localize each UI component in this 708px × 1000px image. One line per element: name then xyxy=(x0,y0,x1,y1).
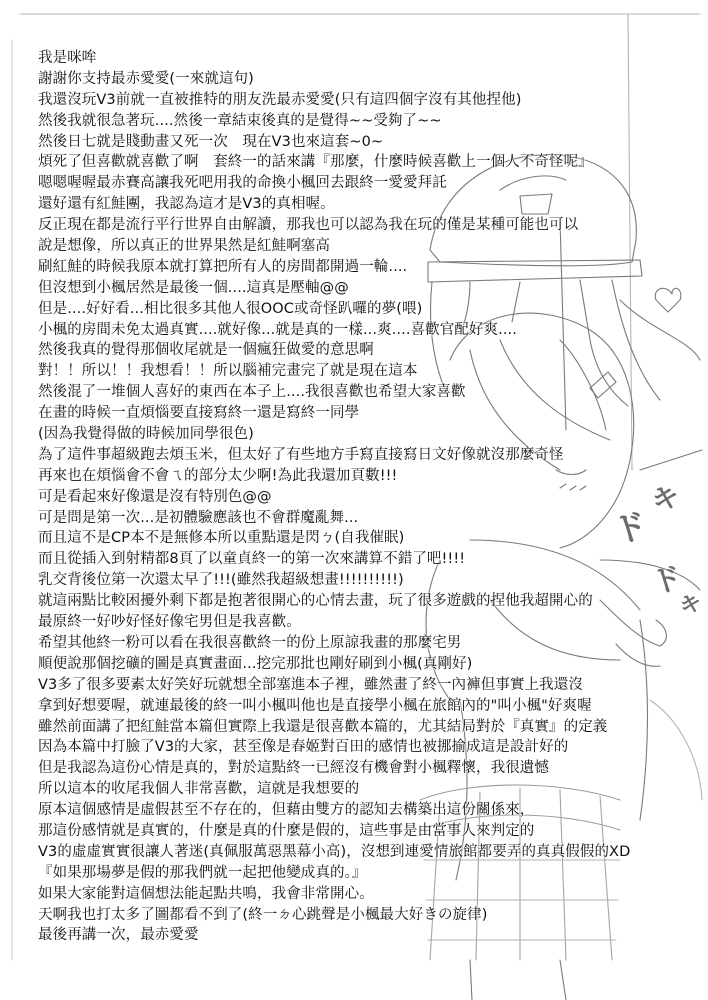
text-line: 那這份感情就是真實的，什麼是真的什麼是假的，這些事是由當事人來判定的 xyxy=(38,822,535,839)
text-line: 最後再講一次，最赤愛愛 xyxy=(38,927,199,944)
text-line: 對！！所以！！我想看！！所以腦補完畫完了就是現在這本 xyxy=(38,363,418,380)
text-line: 所以這本的收尾我個人非常喜歡，這就是我想要的 xyxy=(38,781,360,798)
text-line: 說是想像，所以真正的世界果然是紅鮭啊塞高 xyxy=(38,238,330,255)
text-line: 在畫的時候一直煩惱要直接寫終一還是寫終一同學 xyxy=(38,405,360,422)
text-line: 天啊我也打太多了圖都看不到了(終一ㄉ心跳聲是小楓最大好きの旋律) xyxy=(38,906,488,923)
text-line: 『如果那場夢是假的那我們就一起把他變成真的。』 xyxy=(38,864,367,881)
text-line: 可是問是第一次...是初體驗應該也不會群魔亂舞... xyxy=(38,509,359,526)
text-line: 然後混了一堆個人喜好的東西在本子上....我很喜歡也希望大家喜歡 xyxy=(38,384,466,401)
sfx-char-2: キ xyxy=(647,478,684,519)
text-line: 原本這個感情是虛假甚至不存在的，但藉由雙方的認知去構築出這份關係來， xyxy=(38,802,535,819)
text-line: 如果大家能對這個想法能起點共鳴，我會非常開心。 xyxy=(38,885,374,902)
sfx-char-4: キ xyxy=(676,589,706,621)
text-line: (因為我覺得做的時候加同學很色) xyxy=(38,426,254,443)
text-line: 我是咪哞 xyxy=(38,50,97,66)
text-line: 但是我認為這份心情是真的，對於這點終一已經沒有機會對小楓釋懷，我很遺憾 xyxy=(38,760,549,777)
sfx-char-3: ド xyxy=(647,559,687,603)
text-line: 因為本篇中打臉了V3的大家，甚至像是春姬對百田的感情也被挪揄成這是設計好的 xyxy=(38,739,569,756)
text-line: 而且這不是CP本不是無修本所以重點還是閃ㄅ(自我催眠) xyxy=(38,530,405,547)
text-line: V3的虛虛實實很讓人著迷(真佩服萬惡黑幕小高)，沒想到連愛情旅館都要弄的真真假假的XD xyxy=(38,843,631,860)
text-line: 雖然前面講了把紅鮭當本篇但實際上我還是很喜歡本篇的，尤其結局對於『真實』的定義 xyxy=(38,718,608,735)
text-line: V3多了很多要素太好笑好玩就想全部塞進本子裡，雖然畫了終一內褲但事實上我還沒 xyxy=(38,676,583,693)
text-line: 就這兩點比較困擾外剩下都是抱著很開心的心情去畫，玩了很多遊戲的捏他我超開心的 xyxy=(38,593,593,610)
text-line: 再來也在煩惱會不會ㄟ的部分太少啊!為此我還加頁數!!! xyxy=(38,467,398,484)
text-line: 煩死了但喜歡就喜歡了啊 套終一的話來講『那麼，什麼時候喜歡上一個人不奇怪呢』 xyxy=(38,154,593,171)
text-line: 嗯嗯喔喔最赤賽高讓我死吧用我的命換小楓回去跟終一愛愛拜託 xyxy=(38,175,447,192)
text-line: 反正現在都是流行平行世界自由解讀，那我也可以認為我在玩的僅是某種可能也可以 xyxy=(38,217,579,234)
text-line: 我還沒玩V3前就一直被推特的朋友洗最赤愛愛(只有這四個字沒有其他捏他) xyxy=(38,91,522,108)
afterword-text xyxy=(38,48,678,946)
text-line: 希望其他終一粉可以看在我很喜歡終一的份上原諒我畫的那麼宅男 xyxy=(38,634,462,651)
text-line: 刷紅鮭的時候我原本就打算把所有人的房間都開過一輪.... xyxy=(38,258,408,275)
text-line: 最原終一好吵好怪好像宅男但是我喜歡。 xyxy=(38,614,301,631)
text-line: 謝謝你支持最赤愛愛(一來就這句) xyxy=(38,70,254,87)
text-line: 然後我就很急著玩....然後一章結束後真的是覺得~~受夠了~~ xyxy=(38,112,442,129)
text-line: 拿到好想要喔，就連最後的終一叫小楓叫他也是直接學小楓在旅館內的"叫小楓"好爽喔 xyxy=(38,697,592,714)
text-line: 順便說那個挖礦的圖是真實畫面...挖完那批也剛好刷到小楓(真剛好) xyxy=(38,655,473,672)
text-line: 還好還有紅鮭團，我認為這才是V3的真相喔。 xyxy=(38,196,335,213)
sfx-char-1: ド xyxy=(608,504,653,554)
text-line: 然後日七就是賤動畫又死一次 現在V3也來這套~0~ xyxy=(38,133,384,150)
text-line: 可是看起來好像還是沒有特別色@@ xyxy=(38,488,272,505)
text-line: 但沒想到小楓居然是最後一個....這真是壓軸@@ xyxy=(38,279,349,296)
text-line: 乳交背後位第一次還太早了!!!(雖然我超級想畫!!!!!!!!!!) xyxy=(38,572,404,589)
text-line: 小楓的房間未免太過真實....就好像...就是真的一樣...爽....喜歡官配好爽.... xyxy=(38,321,517,338)
text-line: 但是....好好看...相比很多其他人很OOC或奇怪趴囉的夢(喂) xyxy=(38,300,423,317)
text-line: 為了這件事超級跑去煩玉米，但太好了有些地方手寫直接寫日文好像就沒那麼奇怪 xyxy=(38,446,564,463)
text-line: 然後我真的覺得那個收尾就是一個瘋狂做愛的意思啊 xyxy=(38,342,374,359)
text-line: 而且從插入到射精都8頁了以童貞終一的第一次來講算不錯了吧!!!! xyxy=(38,551,466,568)
